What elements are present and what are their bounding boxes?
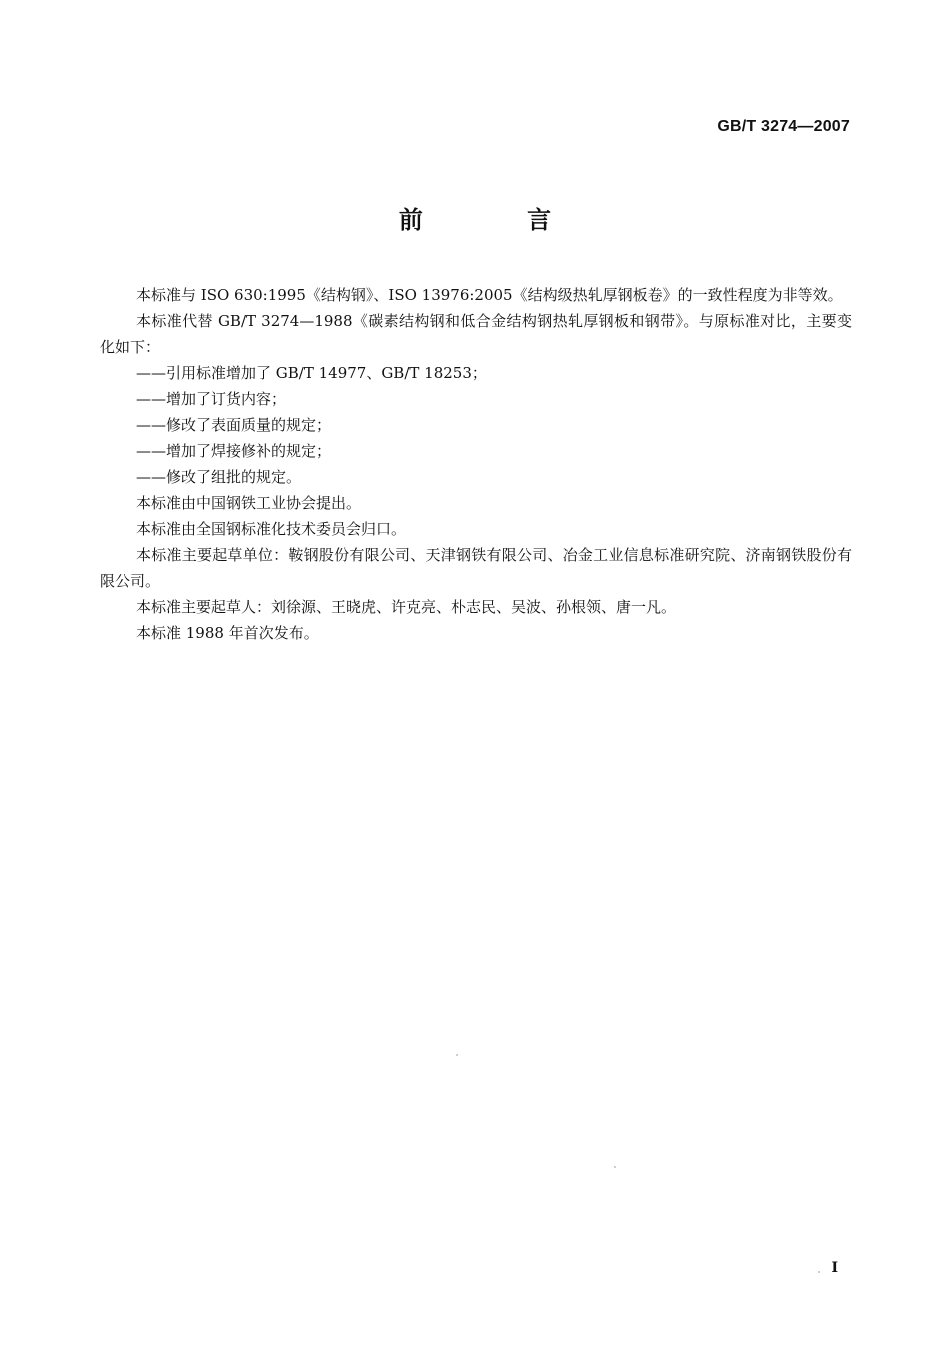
foreword-body xyxy=(100,282,852,646)
paragraph-consistency: 本标准与 ISO 630:1995《结构钢》、ISO 13976:2005《结构级热轧厚钢板卷》的一致性程度为非等效。 xyxy=(136,286,843,304)
paragraph-committee: 本标准由全国钢标准化技术委员会归口。 xyxy=(136,520,407,538)
paragraph-drafters: 本标准主要起草人：刘徐源、王晓虎、许克亮、朴志民、吴波、孙根领、唐一凡。 xyxy=(136,598,677,616)
paragraph-drafting-units: 本标准主要起草单位：鞍钢股份有限公司、天津钢铁有限公司、冶金工业信息标准研究院、济南钢铁股份有限公司。 xyxy=(100,546,852,590)
change-item: ——增加了订货内容； xyxy=(136,390,287,408)
page-title: 前 言 xyxy=(398,206,600,234)
change-item: ——修改了表面质量的规定； xyxy=(136,416,332,434)
change-item: ——引用标准增加了 GB/T 14977、GB/T 18253； xyxy=(136,364,487,382)
change-item: ——增加了焊接修补的规定； xyxy=(136,442,332,460)
scan-speck xyxy=(818,1271,820,1273)
change-item: ——修改了组批的规定。 xyxy=(136,468,302,486)
paragraph-replacement: 本标准代替 GB/T 3274—1988《碳素结构钢和低合金结构钢热轧厚钢板和钢带》。与原标准对比，主要变化如下： xyxy=(100,312,852,356)
document-code: GB/T 3274—2007 xyxy=(717,118,850,135)
paragraph-proposer: 本标准由中国钢铁工业协会提出。 xyxy=(136,494,362,512)
page-number: I xyxy=(831,1260,838,1276)
paragraph-first-release: 本标准 1988 年首次发布。 xyxy=(136,624,319,642)
scan-speck xyxy=(456,1054,458,1056)
scan-speck xyxy=(614,1166,616,1168)
